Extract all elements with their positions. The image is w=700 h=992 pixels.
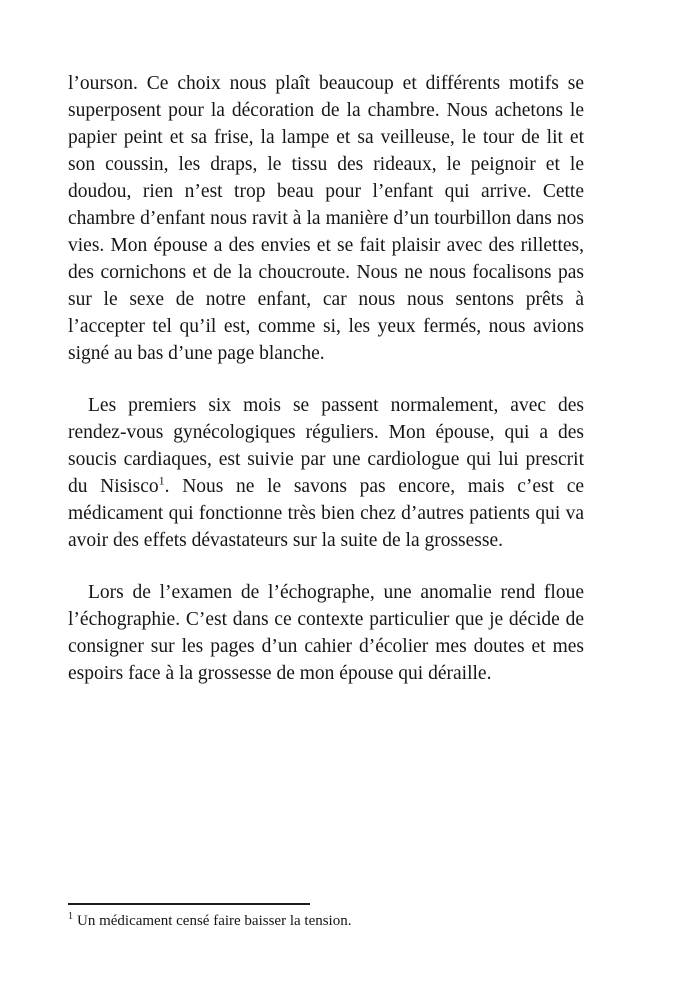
footnote-reference: 1 bbox=[158, 473, 165, 488]
paragraph-3: Lors de l’examen de l’échographe, une anomalie rend floue l’échographie. C’est dans ce contexte particulier que je décide de consigner sur les pages d’un cahier d’écolier mes doutes et mes espoirs face à la grossesse de mon épouse qui déraille. bbox=[68, 582, 584, 684]
paragraph-2-text: Les premiers six mois se passent normalement, avec des rendez-vous gynécologiques réguliers. Mon épouse, qui a des soucis cardiaques, est suivie par une cardiologue qui lui prescrit du Nisisco bbox=[68, 395, 584, 497]
footnote-separator-rule bbox=[68, 903, 310, 905]
paragraph-2-text-continued: . Nous ne le savons pas encore, mais c’est ce médicament qui fonctionne très bien chez d’autres patients qui va avoir des effets dévastateurs sur la suite de la grossesse. bbox=[68, 476, 585, 551]
footnote-marker: 1 bbox=[68, 911, 73, 922]
paragraph-1: l’ourson. Ce choix nous plaît beaucoup et différents motifs se superposent pour la décoration de la chambre. Nous achetons le papier peint et sa frise, la lampe et sa veilleuse, le tour de lit et son coussin, les draps, le tissu des rideaux, le peignoir et le doudou, rien n’est trop beau pour l’enfant qui arrive. Cette chambre d’enfant nous ravit à la manière d’un tourbillon dans nos vies. Mon épouse a des envies et se fait plaisir avec des rillettes, des cornichons et de la choucroute. Nous ne nous focalisons pas sur le sexe de notre enfant, car nous nous sentons prêts à l’accepter tel qu’il est, comme si, les yeux fermés, nous avions signé au bas d’une page blanche. bbox=[68, 73, 584, 364]
footnote-area bbox=[68, 903, 584, 931]
footnote-text: Un médicament censé faire baisser la tension. bbox=[77, 913, 352, 929]
paragraph-2 bbox=[68, 392, 584, 554]
page-body bbox=[68, 70, 584, 712]
footnote bbox=[68, 911, 584, 931]
